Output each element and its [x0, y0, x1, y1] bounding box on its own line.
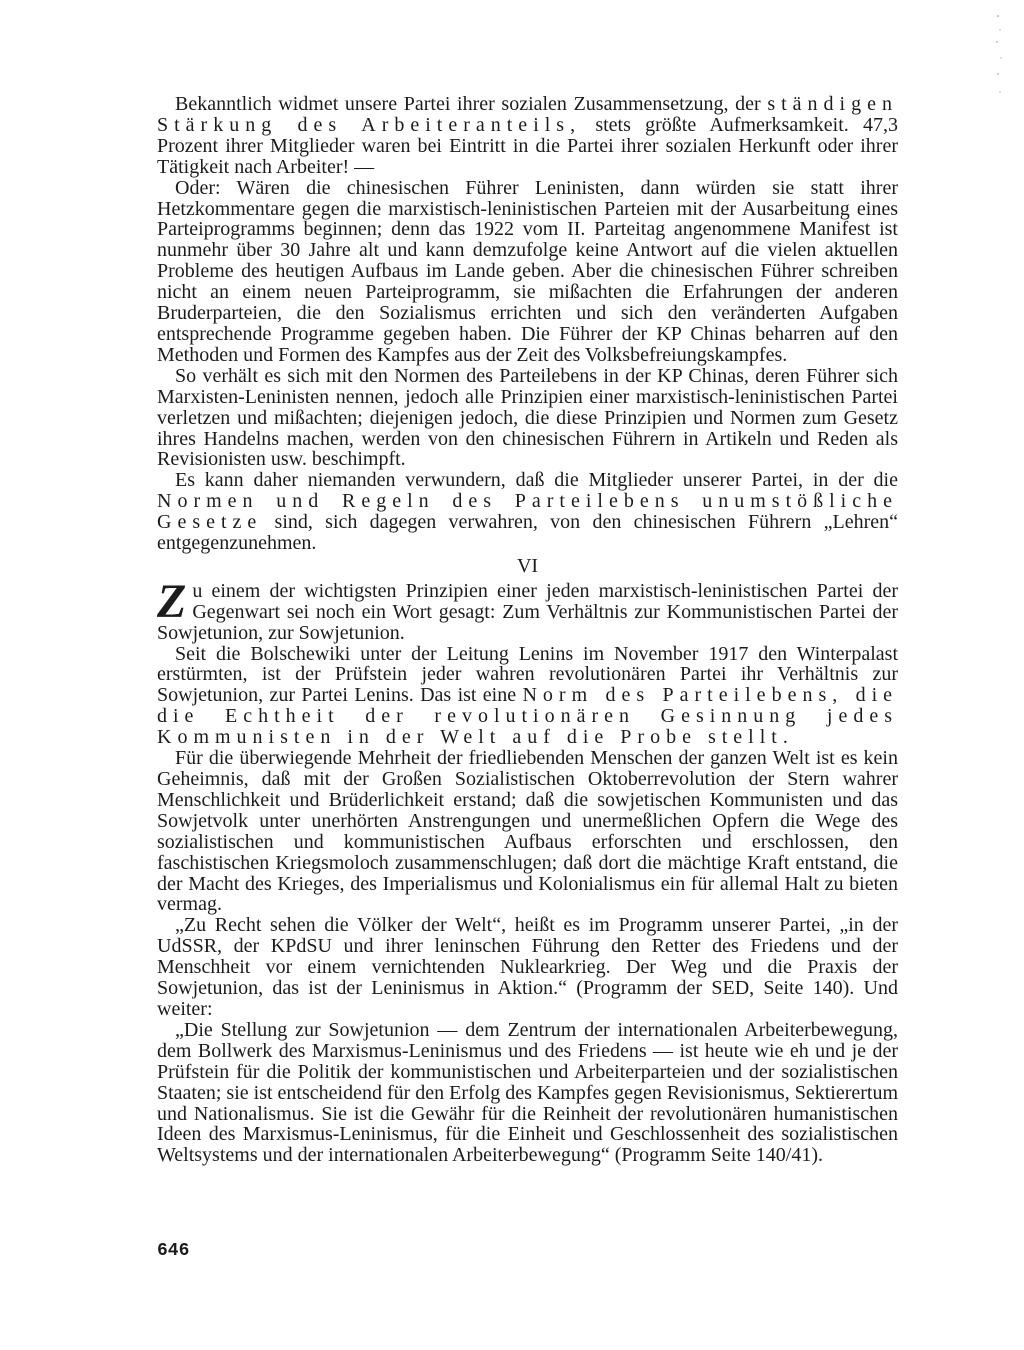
section-heading: VI [516, 554, 539, 577]
paragraph: Oder: Wären die chinesischen Führer Leninisten, dann würden sie statt ihrer Hetzkommentare gegen die marxistisch-leninistischen Parteien mit der Ausarbeitung eines Parteiprogramms beginnen; denn das 1922 vom II. Parteitag angenommene Manifest ist nunmehr über 30 Jahre alt und kann demzufolge keine Antwort auf die vielen aktuellen Probleme des heutigen Aufbaus im Lande geben. Aber die chinesischen Führer schreiben nicht an einem neuen Parteiprogramm, sie mißachten die Erfahrungen der anderen Bruderparteien, die den Sozialismus errichten und sich den veränderten Aufgaben entsprechende Programme gegeben haben. Die Führer der KP Chinas beharren auf den Methoden und Formen des Kampfes aus der Zeit des Volksbefreiungskampfes. [157, 176, 898, 366]
spaced-emphasis: Normen und Regeln des Parteilebens unumstößliche Gesetze [157, 490, 898, 534]
paragraph: „Die Stellung zur Sowjetunion — dem Zentrum der internationalen Arbeiterbewegung, dem Bollwerk des Marxismus-Leninismus und des Friedens — ist heute wie eh und je der Prüfstein für die Politik der kommunistischen und Arbeiterparteien und der sozialistischen Staaten; sie ist entscheidend für den Erfolg des Kampfes gegen Revisionismus, Sektierertum und Nationalismus. Sie ist die Gewähr für die Reinheit der revolutionären humanistischen Ideen des Marxismus-Leninismus, für die Einheit und Geschlossenheit des sozialistischen Weltsystems und der internationalen Arbeiterbewegung“ (Programm Seite 140/41). [157, 1018, 898, 1167]
text-run: Seit die Bolschewiki unter der Leitung Lenins im November 1917 den Winterpalast erstürmten, ist der Prüfstein jeder wahren revolutionären Partei ihr Verhältnis zur Sowjetunion, zur Partei Lenins. Das ist eine [157, 642, 898, 707]
paragraph [157, 94, 898, 178]
paragraph: „Zu Recht sehen die Völker der Welt“, heißt es im Programm unserer Partei, „in der UdSSR, der KPdSU und ihrer leninschen Führung den Retter des Friedens und der Menschheit vor einem vernichtenden Nuklearkrieg. Der Weg und die Praxis der Sowjetunion, das ist der Leninismus in Aktion.“ (Programm der SED, Seite 140). Und weiter: [157, 914, 898, 1020]
paragraph [157, 574, 898, 644]
text-run: u einem der wichtigsten Prinzipien einer jeden marxistisch-leninistischen Partei der Gegenwart sei noch ein Wort gesagt: Zum Verhältnis zur Kommunistischen Partei der Sowjetunion, zur Sowjetunion. [157, 579, 898, 644]
text-run: sind, sich dagegen verwahren, von den chinesischen Führern „Lehren“ entgegenzunehmen. [157, 511, 898, 555]
paragraph [157, 644, 898, 749]
paragraph: Für die überwiegende Mehrheit der friedliebenden Menschen der ganzen Welt ist es kein Geheimnis, daß mit der Großen Sozialistischen Oktoberrevolution der Stern wahrer Menschlichkeit und Brüderlichkeit erstand; daß die sowjetischen Kommunisten und das Sowjetvolk unter unerhörten Anstrengungen und unermeßlichen Opfern die Wege des sozialistischen und kommunistischen Aufbaus erforschten und erschlossen, den faschistischen Kriegsmoloch zusammenschlugen; daß dort die mächtige Kraft entstand, die der Macht des Krieges, des Imperialismus und Kolonialismus ein für allemal Halt zu bieten vermag. [157, 747, 898, 916]
paragraph [157, 470, 898, 554]
text-run: Es kann daher niemanden verwundern, daß die Mitglieder unserer Partei, in der die [175, 469, 898, 492]
text-run: stets größte Aufmerksamkeit. 47,3 Prozent ihrer Mitglieder waren bei Eintritt in die Partei ihrer sozialen Herkunft oder ihrer Tätigkeit nach Arbeiter! — [157, 113, 898, 178]
page-number: 646 [157, 1241, 190, 1261]
paragraph: So verhält es sich mit den Normen des Parteilebens in der KP Chinas, deren Führer sich Marxisten-Leninisten nennen, jedoch alle Prinzipien einer marxistisch-leninistischen Partei verletzen und mißachten; diejenigen jedoch, die diese Prinzipien und Normen zum Gesetz ihres Handelns machen, werden von den chinesischen Führern in Artikeln und Reden als Revisionisten usw. beschimpft. [157, 364, 898, 471]
spaced-emphasis: Norm des Parteilebens, die die Echtheit der revolutionären Gesinnung jedes Kommunisten in der Welt auf die Probe stellt. [157, 684, 899, 749]
text-run: Bekanntlich widmet unsere Partei ihrer sozialen Zusammensetzung, der [175, 93, 768, 115]
margin-specks [995, 12, 1003, 102]
spaced-emphasis: ständigen Stärkung des Arbeiteranteils, [157, 93, 898, 136]
body-text [157, 94, 898, 1166]
drop-cap: Z [157, 574, 187, 628]
